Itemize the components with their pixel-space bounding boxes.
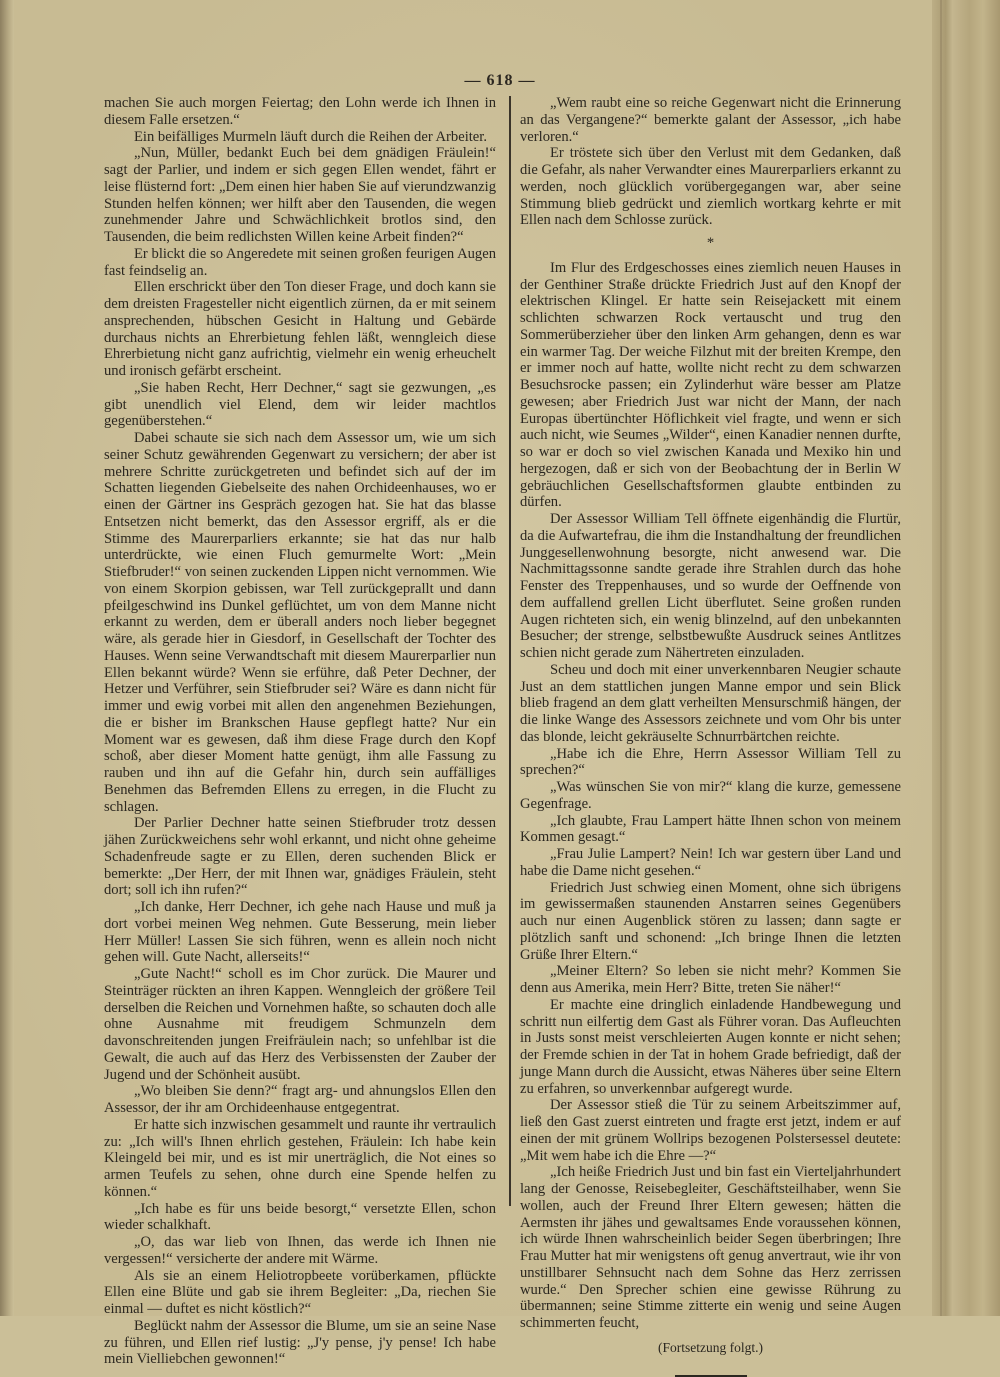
paragraph: „Meiner Eltern? So leben sie nicht mehr? Kommen Sie denn aus Amerika, mein Herr? Bitte, treten Sie näher!“ [520,963,901,996]
paragraph: „Wo bleiben Sie denn?“ fragt arg- und ahnungslos Ellen den Assessor, der ihr am Orchideenhause entgegentrat. [104,1083,496,1116]
paragraph: „Frau Julie Lampert? Nein! Ich war gestern über Land und habe die Dame nicht gesehen.“ [520,846,901,879]
paragraph: Er tröstete sich über den Verlust mit dem Gedanken, daß die Gefahr, als naher Verwandter eines Maurerparliers erkannt zu werden, noch glücklich vorübergegangen war, aber seine Stimmung blieb gedrückt und ziemlich wortkarg kehrte er mit Ellen nach dem Schlosse zurück. [520,145,901,229]
left-column [104,95,496,1368]
page-number: — 618 — [464,72,536,89]
paragraph: Ellen erschrickt über den Ton dieser Frage, und doch kann sie dem dreisten Fragesteller nicht eigentlich zürnen, da er mit seinem ansprechenden, hübschen Gesicht in Haltung und Gebärde durchaus nichts an Ehrerbietung fehlen läßt, wenngleich diese Ehrerbietung nicht ganz aufrichtig, vielmehr ein wenig erheuchelt und ironisch gefärbt erscheint. [104,279,496,379]
continuation-note: (Fortsetzung folgt.) [658,1339,763,1355]
paragraph: „Sie haben Recht, Herr Dechner,“ sagt sie gezwungen, „es gibt unendlich viel Elend, dem wir leider machtlos gegenüberstehen.“ [104,379,496,430]
paragraph: Der Parlier Dechner hatte seinen Stiefbruder trotz dessen jähen Zurückweichens sehr wohl erkannt, und nicht ohne geheime Schadenfreude sagte er zu Ellen, deren suchenden Blick er bemerkte: „Der Herr, der mit Ihnen war, gnädiges Fräulein, steht dort; soll ich ihn rufen?“ [104,815,496,899]
paragraph: „Nun, Müller, bedankt Euch bei dem gnädigen Fräulein!“ sagt der Parlier, und indem er sich gegen Ellen wendet, fährt er leise flüsternd fort: „Dem einen hier haben Sie auf vierundzwanzig Stunden helfen können; wer hilft aber den Tausenden, die wegen zunehmender Jahre und Schwächlichkeit brotlos sind, den Tausenden, die beim redlichsten Willen keine Arbeit finden?“ [104,145,496,245]
paragraph: „Ich heiße Friedrich Just und bin fast ein Vierteljahrhundert lang der Genosse, Reisebegleiter, Geschäftsteilhaber, wenn Sie wollen, auch der Freund Ihrer Eltern gewesen; hätten die Aermsten ihr jähes und gewaltsames Ende voraussehen können, ich würde Ihnen wahrscheinlich beider Segen überbringen; Ihre Frau Mutter hat mir wenigstens oft genug anvertraut, wie ihr von unstillbarer Sehnsucht nach dem Sohne das Herz zerrissen wurde.“ Den Sprecher schien eine gewisse Rührung zu übermannen; seine Stimme zitterte ein wenig und seine Augen schimmerten feucht, [520,1164,901,1331]
section-break: * [706,235,715,251]
end-rule [675,1375,747,1377]
paragraph: Friedrich Just schwieg einen Moment, ohne sich übrigens im gewissermaßen staunenden Anstarren seines Gegenübers auch nur einen Augenblick stören zu lassen; dann sagte er plötzlich sanft und schonend: „Ich bringe Ihnen die letzten Grüße Ihrer Eltern.“ [520,879,901,963]
paragraph: „O, das war lieb von Ihnen, das werde ich Ihnen nie vergessen!“ versicherte der andere mit Wärme. [104,1234,496,1267]
paragraph: „Was wünschen Sie von mir?“ klang die kurze, gemessene Gegenfrage. [520,779,901,812]
paragraph: Er hatte sich inzwischen gesammelt und raunte ihr vertraulich zu: „Ich will's Ihnen ehrlich gestehen, Fräulein: Ich habe kein Kleingeld bei mir, und es ist mir unerträglich, die Not eines so armen Teufels zu sehen, ohne durch eine Spende helfen zu können.“ [104,1116,496,1200]
paragraph: machen Sie auch morgen Feiertag; den Lohn werde ich Ihnen in diesem Falle ersetzen.“ [104,95,496,128]
paragraph: Im Flur des Erdgeschosses eines ziemlich neuen Hauses in der Genthiner Straße drückte Friedrich Just auf den Knopf der elektrischen Klingel. Er hatte sein Reisejackett mit einem schlichten schwarzen Rock vertauscht und trug den Sommerüberzieher über den linken Arm gehangen, denn es war ein warmer Tag. Der weiche Filzhut mit der breiten Krempe, den er immer noch auf hatte, wollte nicht recht zu dem schwarzen Besuchsrocke passen; ein Zylinderhut wäre besser am Platze gewesen; aber Friedrich Just war nicht der Mann, der nach Europas übertünchter Höflichkeit viel fragte, und wenn er sich auch nicht, wie Seumes „Wilder“, einen Kanadier nennen durfte, so war er doch so viel zwischen Kanada und Mexiko hin und hergezogen, daß er sich von der Beobachtung der in Berlin W gebräuchlichen Gesellschaftsformen glaubte entbinden zu dürfen. [520,259,901,511]
column-divider [509,96,511,1206]
paragraph: „Gute Nacht!“ scholl es im Chor zurück. Die Maurer und Steinträger rückten an ihren Kappen. Wenngleich der größere Teil derselben die Reichen und Vornehmen haßte, so schauten doch alle ohne Ausnahme mit freudigem Schmunzeln dem davonschreitenden jungen Freifräulein nach; so unfehlbar ist die Gewalt, die auch auf das Herz des Verbissensten der Zauber der Jugend und der Schönheit ausübt. [104,966,496,1083]
paragraph: Er blickt die so Angeredete mit seinen großen feurigen Augen fast feindselig an. [104,245,496,279]
book-spine-shadow [0,0,14,1316]
paragraph: Scheu und doch mit einer unverkennbaren Neugier schaute Just an dem stattlichen jungen Manne empor und sein Blick blieb fragend an dem glatt verheilten Mensurschmiß hängen, der die linke Wange des Assessors zeichnete und vom Ohr bis unter das blonde, leicht gekräuselte Schnurrbärtchen reichte. [520,661,901,745]
paragraph: Der Assessor stieß die Tür zu seinem Arbeitszimmer auf, ließ den Gast zuerst eintreten und fragte erst jetzt, indem er auf einen der mit grünem Wollrips bezogenen Polstersessel deutete: „Mit wem habe ich die Ehre —?“ [520,1097,901,1164]
page-edges [932,0,1000,1316]
paragraph: Der Assessor William Tell öffnete eigenhändig die Flurtür, da die Aufwartefrau, die ihm die Instandhaltung der freundlichen Junggesellenwohnung besorgte, nicht anwesend war. Die Nachmittagssonne sandte gerade ihre Strahlen durch das hohe Fenster des Treppenhauses, und so wurde der Oeffnende von dem auffallend grellen Licht überflutet. Seine großen runden Augen richteten sich, ein wenig blinzelnd, auf den unbekannten Besucher; der strenge, selbstbewußte Ausdruck seines Antlitzes schien nicht gerade zum Nähertreten einzuladen. [520,511,901,661]
paragraph: Dabei schaute sie sich nach dem Assessor um, wie um sich seiner Schutz gewährenden Gegenwart zu versichern; der aber ist mehrere Schritte zurückgetreten und befindet sich auf der im Schatten liegenden Giebelseite des nahen Orchideenhauses, wo er einen der Gärtner ins Gespräch gezogen hat. Sie hat das blasse Entsetzen nicht bemerkt, das den Assessor ergriff, als er die Stimme des Maurerparliers erkannte; sie hat das nur halb unterdrückte, wie einen Fluch gemurmelte Wort: „Mein Stiefbruder!“ von seinen zuckenden Lippen nicht vernommen. Wie von einem Skorpion gebissen, war Tell zurückgeprallt und dann pfeilgeschwind ins Dunkel geflüchtet, um von dem Manne nicht erkannt zu werden, dem er überall anders noch lieber begegnet wäre, als gerade hier in Giesdorf, in Gesellschaft der Tochter des Hauses. Wenn seine Verwandtschaft mit diesem Maurerparlier nun Ellen bekannt würde? Wenn sie erführe, daß Peter Dechner, der Hetzer und Verführer, sein Stiefbruder sei? Wäre es dann nicht für immer und ewig vorbei mit allen den angenehmen Beziehungen, die er bisher im Brankschen Hause gepflegt hatte? Nur ein Moment war es gewesen, daß ihm diese Frage durch den Kopf schoß, aber dieser Moment hatte genügt, ihm alle Fassung zu rauben und ihn auf die Gefahr hin, durch sein auffälliges Benehmen das Befremden Ellens zu erregen, in die Flucht zu schlagen. [104,430,496,815]
paragraph: Als sie an einem Heliotropbeete vorüberkamen, pflückte Ellen eine Blüte und gab sie ihrem Begleiter: „Da, riechen Sie einmal — duftet es nicht köstlich?“ [104,1267,496,1317]
paragraph: „Ich danke, Herr Dechner, ich gehe nach Hause und muß ja dort vorbei meinen Weg nehmen. Gute Besserung, mein lieber Herr Müller! Lassen Sie sich führen, wenn es allein noch nicht gehen will. Gute Nacht, allerseits!“ [104,899,496,966]
paragraph: Beglückt nahm der Assessor die Blume, um sie an seine Nase zu führen, und Ellen rief lustig: „J'y pense, j'y pense! Ich habe mein Vielliebchen gewonnen!“ [104,1317,496,1368]
paragraph: Er machte eine dringlich einladende Handbewegung und schritt nun eilfertig dem Gast als Führer voran. Das Aufleuchten in Justs sonst meist verschleierten Augen konnte er nicht sehen; der Fremde schien in der Tat in hohem Grade befriedigt, daß der junge Mann durch die Aussicht, etwas Näheres über seine Eltern zu erfahren, so unverkennbar aufgeregt wurde. [520,996,901,1097]
paragraph: „Habe ich die Ehre, Herrn Assessor William Tell zu sprechen?“ [520,745,901,779]
paragraph: Ein beifälliges Murmeln läuft durch die Reihen der Arbeiter. [134,128,487,145]
right-column [520,95,901,1377]
paragraph: „Ich habe es für uns beide besorgt,“ versetzte Ellen, schon wieder schalkhaft. [104,1200,496,1234]
paragraph: „Ich glaubte, Frau Lampert hätte Ihnen schon von meinem Kommen gesagt.“ [520,812,901,846]
paragraph: „Wem raubt eine so reiche Gegenwart nicht die Erinnerung an das Vergangene?“ bemerkte galant der Assessor, „ich habe verloren.“ [520,95,901,145]
